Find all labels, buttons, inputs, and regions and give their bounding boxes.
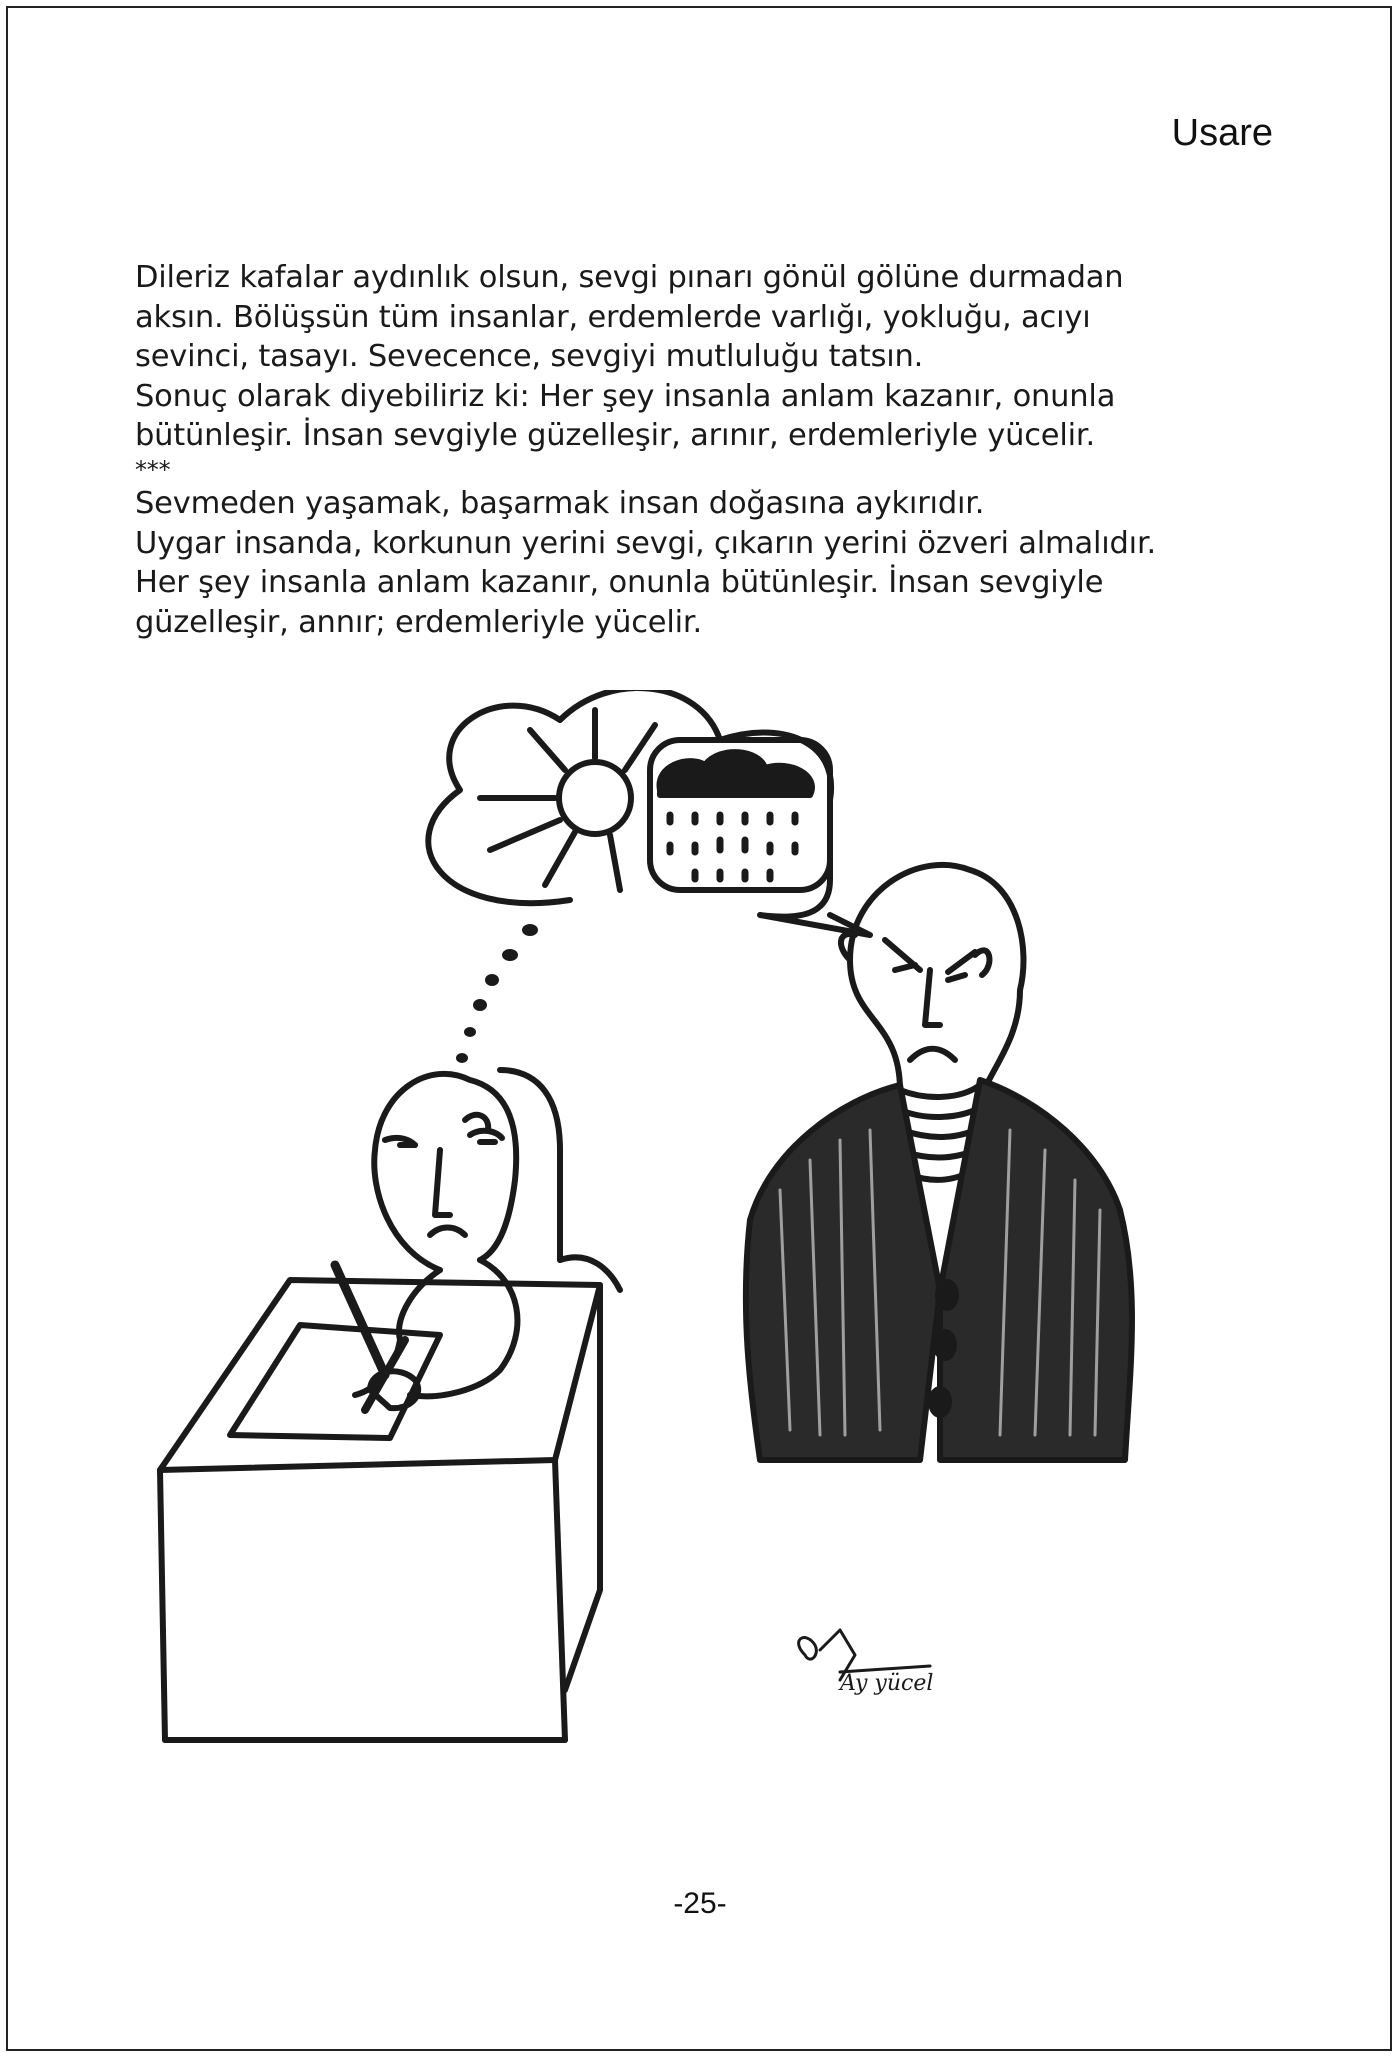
text-line: Her şey insanla anlam kazanır, onunla bütünleşir. İnsan sevgiyle <box>135 565 1104 601</box>
signature-text: Ay yücel <box>840 1671 934 1696</box>
running-head: Usare <box>1171 112 1273 154</box>
text-line: aksın. Bölüşsün tüm insanlar, erdemlerde varlığı, yokluğu, acıyı <box>135 299 1091 335</box>
section-separator: *** <box>135 455 171 484</box>
desk <box>160 1280 600 1740</box>
page-number: -25- <box>673 1887 727 1920</box>
thought-bubble <box>428 690 870 1063</box>
text-line: bütünleşir. İnsan sevgiyle güzelleşir, arınır, erdemleriyle yücelir. <box>135 418 1095 454</box>
standing-man <box>746 865 1132 1460</box>
text-line: Sevmeden yaşamak, başarmak insan doğasına aykırıdır. <box>135 485 985 521</box>
artist-signature <box>799 1630 934 1696</box>
text-line: Dileriz kafalar aydınlık olsun, sevgi pınarı gönül gölüne durmadan <box>135 260 1124 295</box>
body-text <box>135 258 1295 642</box>
writing-man <box>335 1070 560 1410</box>
text-line: sevinci, tasayı. Sevecence, sevgiyi mutluluğu tatsın. <box>135 339 924 375</box>
text-line: Uygar insanda, korkunun yerini sevgi, çıkarın yerini özveri almalıdır. <box>135 525 1156 561</box>
text-line: Sonuç olarak diyebiliriz ki: Her şey insanla anlam kazanır, onunla <box>135 378 1116 414</box>
cartoon-illustration <box>140 690 1180 1890</box>
text-line: güzelleşir, annır; erdemleriyle yücelir. <box>135 604 702 640</box>
